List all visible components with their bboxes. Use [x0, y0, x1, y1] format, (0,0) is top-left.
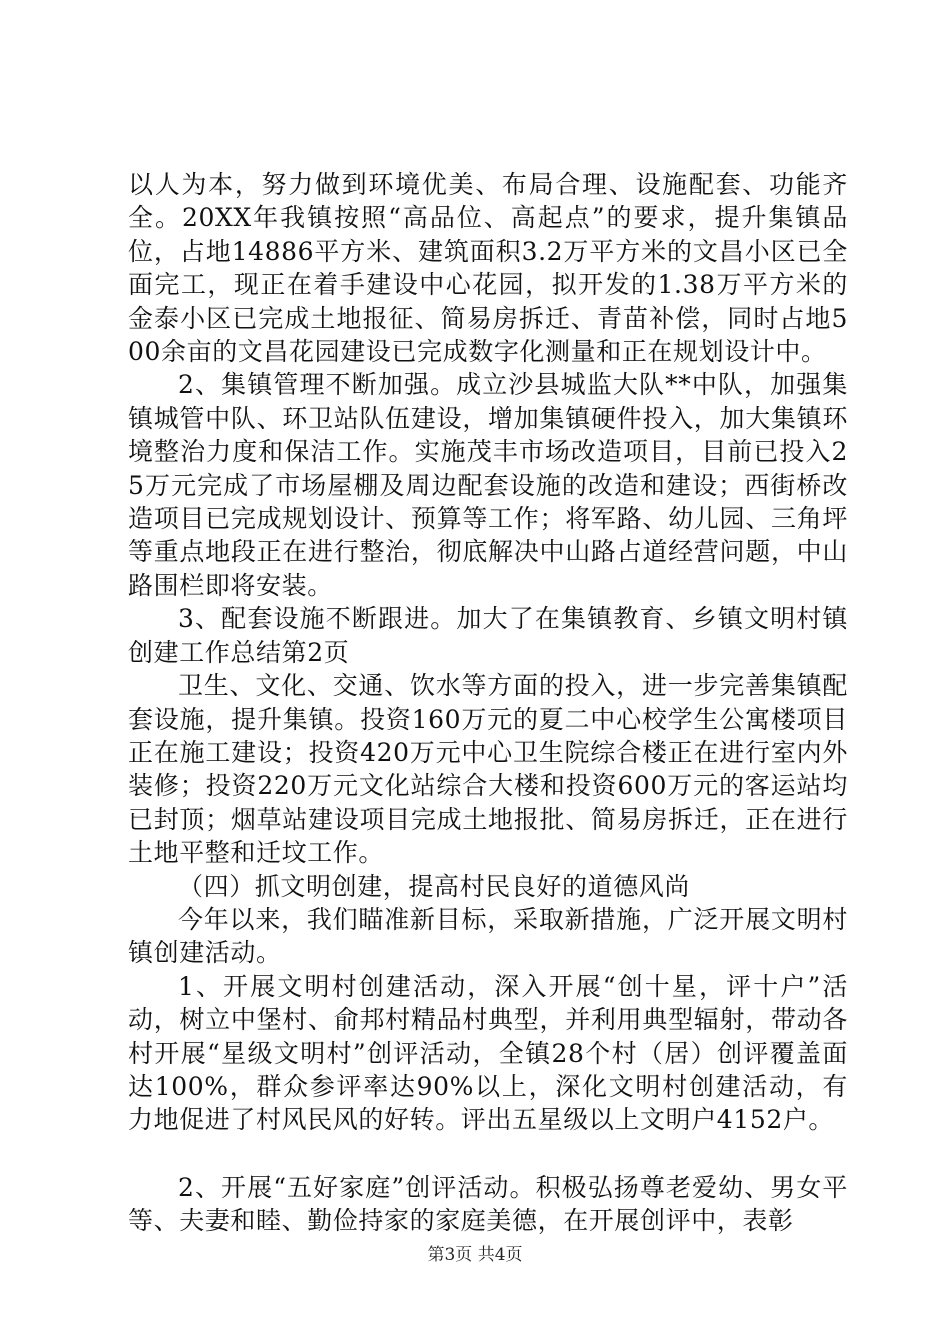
paragraph-new-measures: 今年以来，我们瞄准新目标，采取新措施，广泛开展文明村镇创建活动。	[128, 904, 848, 968]
paragraph-continuation: 以人为本，努力做到环境优美、布局合理、设施配套、功能齐全。20XX年我镇按照“高品位、高起点”的要求，提升集镇品位，占地14886平方米、建筑面积3.2万平方米的文昌小区已全面完工，现正在着手建设中心花园，拟开发的1.38万平方米的金泰小区已完成土地报征、简易房拆迁、青苗补偿，同时占地500余亩的文昌花园建设已完成数字化测量和正在规划设计中。	[128, 170, 848, 367]
document-body	[128, 168, 848, 1238]
page-footer: 第3页 共4页	[427, 1245, 523, 1265]
paragraph-supporting-facilities: 3、配套设施不断跟进。加大了在集镇教育、乡镇文明村镇创建工作总结第2页	[128, 604, 848, 667]
section-heading-civilization: （四）抓文明创建，提高村民良好的道德风尚	[178, 871, 691, 901]
paragraph-five-good-families: 2、开展“五好家庭”创评活动。积极弘扬尊老爱幼、男女平等、夫妻和睦、勤俭持家的家庭美德，在开展创评中，表彰	[128, 1172, 848, 1236]
paragraph-town-management: 2、集镇管理不断加强。成立沙县城监大队**中队，加强集镇城管中队、环卫站队伍建设，增加集镇硬件投入，加大集镇环境整治力度和保洁工作。实施茂丰市场改造项目，目前已投入25万元完成了市场屋棚及周边配套设施的改造和建设；西街桥改造项目已完成规划设计、预算等工作；将军路、幼儿园、三角坪等重点地段正在进行整治，彻底解决中山路占道经营问题，中山路围栏即将安装。	[128, 370, 848, 600]
paragraph-investment: 卫生、文化、交通、饮水等方面的投入，进一步完善集镇配套设施，提升集镇。投资160万元的夏二中心校学生公寓楼项目正在施工建设；投资420万元中心卫生院综合楼正在进行室内外装修；投资220万元文化站综合大楼和投资600万元的客运站均已封顶；烟草站建设项目完成土地报批、简易房拆迁，正在进行土地平整和迁坟工作。	[128, 671, 848, 868]
paragraph-civilized-village: 1、开展文明村创建活动，深入开展“创十星，评十户”活动，树立中堡村、俞邦村精品村典型，并利用典型辐射，带动各村开展“星级文明村”创评活动，全镇28个村（居）创评覆盖面达100%，群众参评率达90%以上，深化文明村创建活动，有力地促进了村风民风的好转。评出五星级以上文明户4152户。	[128, 971, 848, 1135]
